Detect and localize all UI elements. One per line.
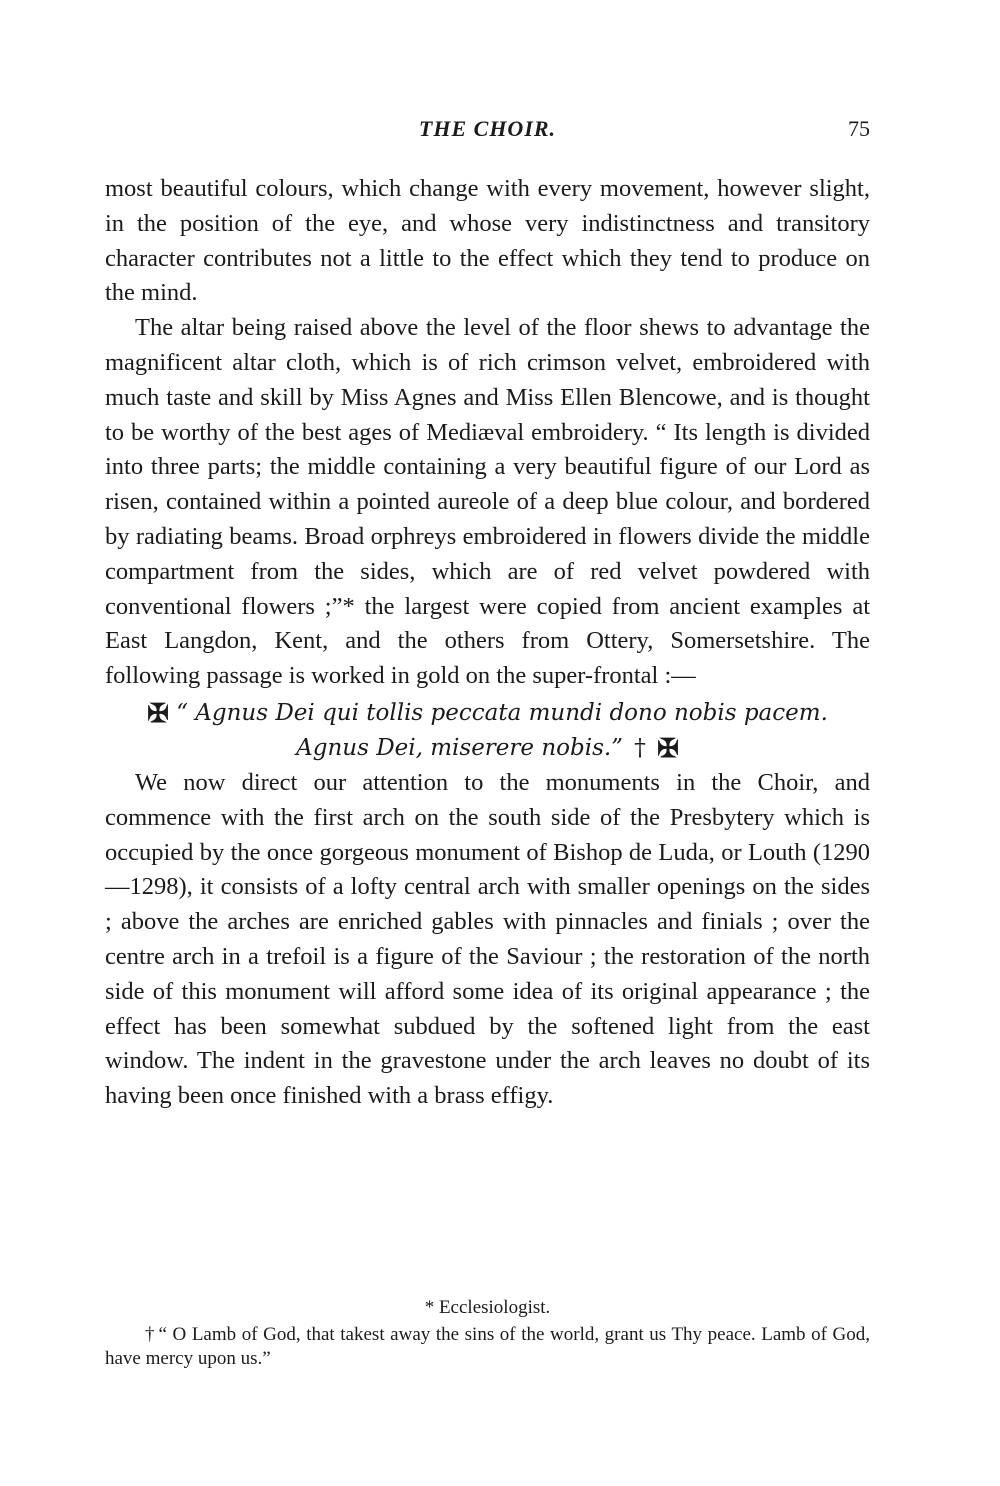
latin-text-2: Agnus Dei, miserere nobis.” <box>296 734 623 761</box>
footnote-translation-text: “ O Lamb of God, that takest away the sins of the world, grant us Thy peace. Lamb of God, have mercy upon us.” <box>105 1324 870 1369</box>
paragraph-continued: most beautiful colours, which change with every movement, however slight, in the position of the eye, and whose very indistinctness and transitory character contributes not a little to the effect which they tend to produce on the mind. <box>105 175 870 307</box>
footnote-translation <box>105 1323 870 1371</box>
running-title: THE CHOIR. <box>418 116 557 141</box>
body-text <box>105 172 870 1114</box>
paragraph-altar-cloth: The altar being raised above the level of the floor shews to advantage the magnificent altar cloth, which is of rich crimson velvet, embroidered with much taste and skill by Miss Agnes and Miss Ellen Blencowe, and is thought to be worthy of the best ages of Mediæval embroidery. “ Its length is divided into three parts; the middle containing a very beautiful figure of our Lord as risen, contained within a pointed aureole of a deep blue colour, and bordered by radiating beams. Broad orphreys embroidered in flowers divide the middle compartment from the sides, which are of red velvet powdered with conventional flowers ;”* the largest were copied from ancient examples at East Langdon, Kent, and the others from Ottery, Somersetshire. The following passage is worked in gold on the super-frontal :— <box>105 314 870 690</box>
footnote-dagger-mark: † <box>145 1324 155 1345</box>
latin-inscription <box>105 696 870 766</box>
cross-ornament-icon: ✠ <box>147 698 169 729</box>
footnotes <box>105 1296 870 1371</box>
cross-ornament-icon: ✠ <box>657 733 679 764</box>
paragraph-monuments: We now direct our attention to the monuments in the Choir, and commence with the first arch on the south side of the Presbytery which is occupied by the once gorgeous monument of Bishop de Luda, or Louth (1290—1298), it consists of a lofty central arch with smaller openings on the sides ; above the arches are enriched gables with pinnacles and finials ; over the centre arch in a trefoil is a figure of the Saviour ; the restoration of the north side of this monument will afford some idea of its original appearance ; the effect has been somewhat subdued by the softened light from the east window. The indent in the gravestone under the arch leaves no doubt of its having been once finished with a brass effigy. <box>105 768 870 1110</box>
latin-line-2 <box>105 731 870 766</box>
dagger-footnote-mark: † <box>634 734 646 761</box>
latin-text-1: “ Agnus Dei qui tollis peccata mundi dono nobis pacem. <box>176 699 828 726</box>
running-head <box>105 116 870 150</box>
footnote-ecclesiologist: * Ecclesiologist. <box>424 1297 551 1318</box>
latin-line-1 <box>105 696 870 731</box>
page-number: 75 <box>848 116 870 141</box>
